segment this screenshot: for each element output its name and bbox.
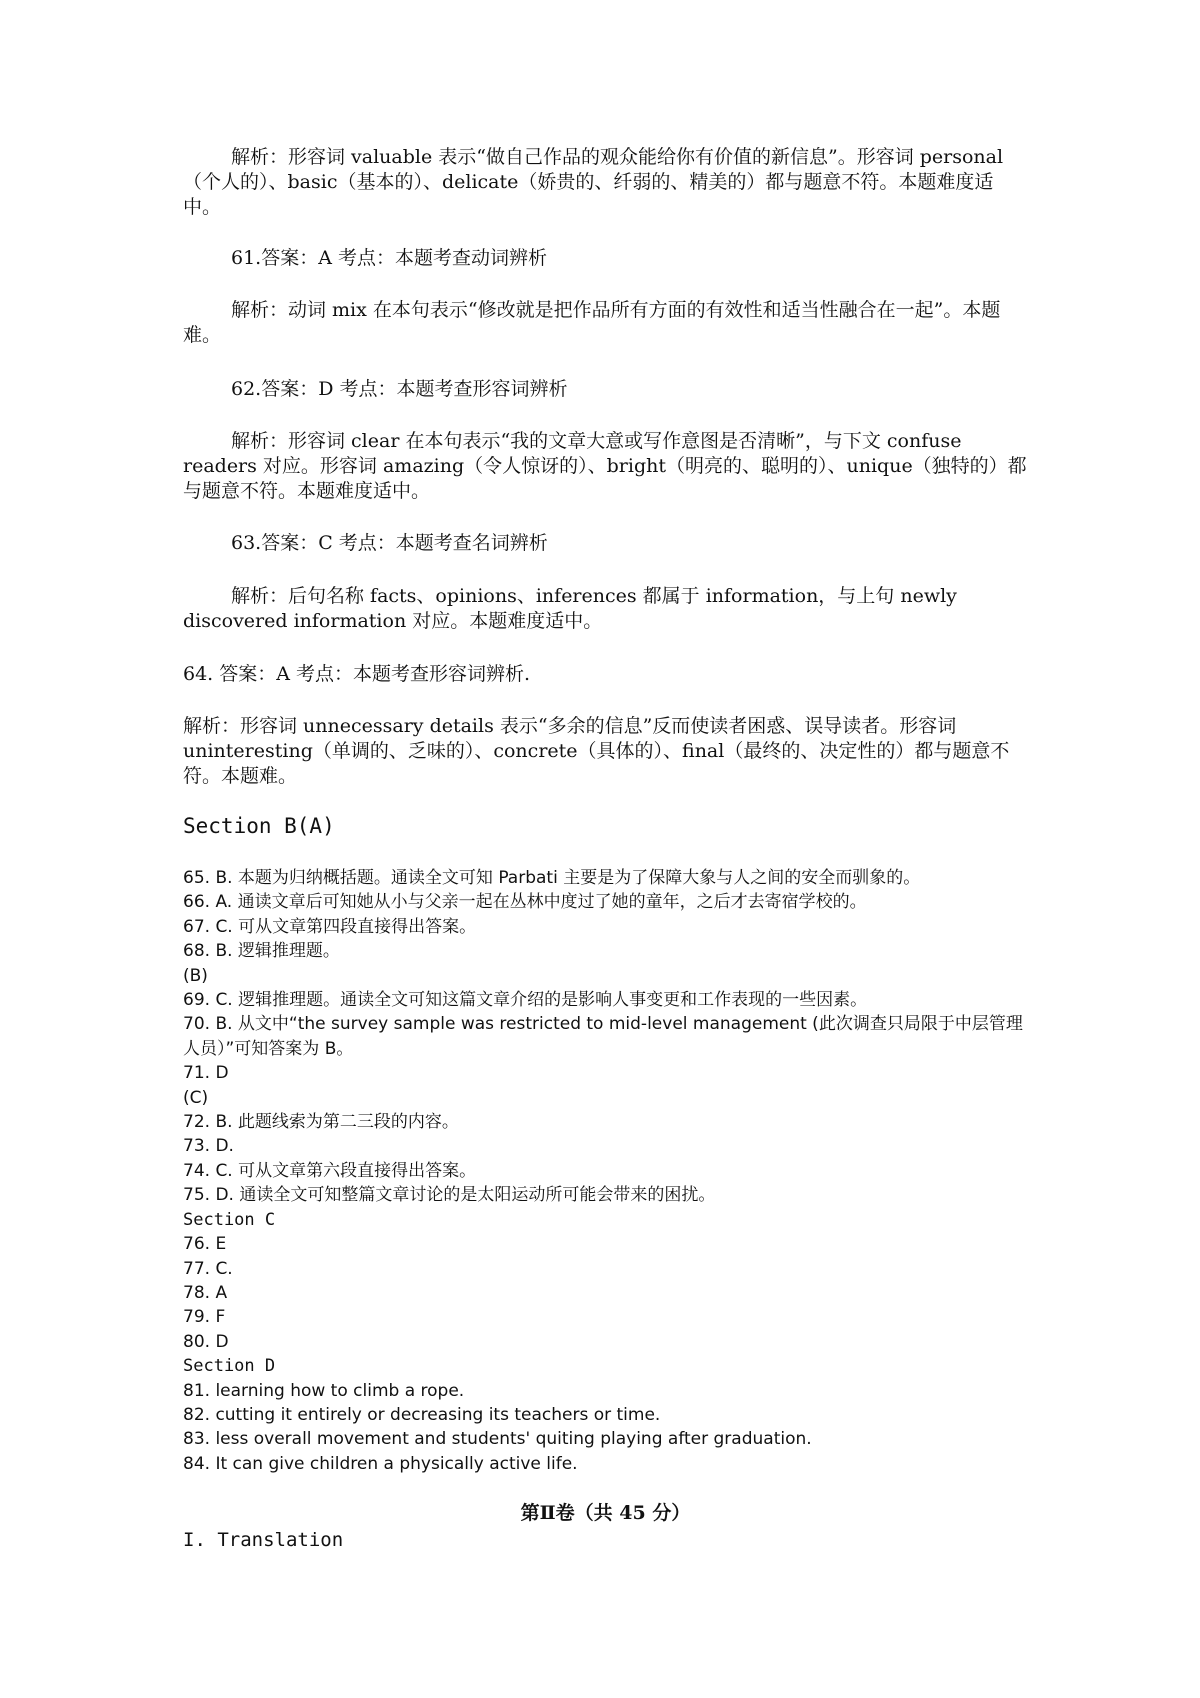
list-item: 74. C. 可从文章第六段直接得出答案。 bbox=[183, 1160, 477, 1181]
section-d-heading: Section D bbox=[183, 1356, 276, 1377]
list-item: 83. less overall movement and students' quiting playing after graduation. bbox=[183, 1429, 812, 1450]
list-item: 67. C. 可从文章第四段直接得出答案。 bbox=[183, 916, 477, 937]
list-item: 76. E bbox=[183, 1234, 227, 1255]
section-c-heading: Section C bbox=[183, 1209, 276, 1230]
part-2-heading: 第Ⅱ卷（共 45 分） bbox=[520, 1502, 691, 1524]
list-item: 75. D. 通读全文可知整篇文章讨论的是太阳运动所可能会带来的困扰。 bbox=[183, 1185, 716, 1206]
list-item: 73. D. bbox=[183, 1136, 234, 1157]
q60-analysis: 解析：形容词 valuable 表示“做自己作品的观众能给你有价值的新信息”。形容词 personal（个人的）、basic（基本的）、delicate（娇贵的、纤弱的、精美的）都与题意不符。本题难度适中。 bbox=[183, 146, 1004, 218]
list-item: 79. F bbox=[183, 1307, 226, 1328]
q61-answer: 61.答案：A 考点：本题考查动词辨析 bbox=[231, 247, 547, 269]
list-item: 77. C. bbox=[183, 1258, 233, 1279]
q64-answer: 64. 答案：A 考点：本题考查形容词辨析. bbox=[183, 663, 531, 685]
list-item: (C) bbox=[183, 1087, 209, 1108]
q63-analysis: 解析：后句名称 facts、opinions、inferences 都属于 information，与上句 newly discovered information 对应。本题难度适中。 bbox=[183, 585, 957, 632]
list-item: 70. B. 从文中“the survey sample was restricted to mid-level management (此次调查只局限于中层管理人员）”可知答案为 B。 bbox=[183, 1014, 1023, 1059]
q64-analysis: 解析：形容词 unnecessary details 表示“多余的信息”反而使读者困惑、误导读者。形容词 uninteresting（单调的、乏味的）、concrete（具体的）、final（最终的、决定性的）都与题意不符。本题难。 bbox=[183, 715, 1010, 787]
list-item: 68. B. 逻辑推理题。 bbox=[183, 941, 340, 962]
list-item: 65. B. 本题为归纳概括题。通读全文可知 Parbati 主要是为了保障大象与人之间的安全而驯象的。 bbox=[183, 868, 921, 888]
list-item: 69. C. 逻辑推理题。通读全文可知这篇文章介绍的是影响人事变更和工作表现的一些因素。 bbox=[183, 990, 868, 1011]
list-item: 80. D bbox=[183, 1331, 229, 1352]
section-b-heading: Section B(A) bbox=[183, 814, 335, 838]
translation-heading: I. Translation bbox=[183, 1529, 344, 1551]
list-item: 82. cutting it entirely or decreasing its teachers or time. bbox=[183, 1404, 661, 1425]
list-item: 78. A bbox=[183, 1282, 228, 1303]
q63-answer: 63.答案：C 考点：本题考查名词辨析 bbox=[231, 532, 548, 554]
list-item: 81. learning how to climb a rope. bbox=[183, 1380, 465, 1401]
list-item: 66. A. 通读文章后可知她从小与父亲一起在丛林中度过了她的童年，之后才去寄宿学校的。 bbox=[183, 892, 867, 913]
q62-analysis: 解析：形容词 clear 在本句表示“我的文章大意或写作意图是否清晰”，与下文 confuse readers 对应。形容词 amazing（令人惊讶的）、bright（明亮的、聪明的）、unique（独特的）都与题意不符。本题难度适中。 bbox=[183, 430, 1027, 502]
section-b-list bbox=[183, 866, 1028, 1476]
q62-answer: 62.答案：D 考点：本题考查形容词辨析 bbox=[231, 378, 568, 400]
q61-analysis: 解析：动词 mix 在本句表示“修改就是把作品所有方面的有效性和适当性融合在一起”。本题难。 bbox=[183, 299, 1001, 346]
list-item: (B) bbox=[183, 965, 208, 986]
list-item: 84. It can give children a physically active life. bbox=[183, 1453, 578, 1474]
list-item: 72. B. 此题线索为第二三段的内容。 bbox=[183, 1112, 459, 1133]
list-item: 71. D bbox=[183, 1063, 229, 1084]
